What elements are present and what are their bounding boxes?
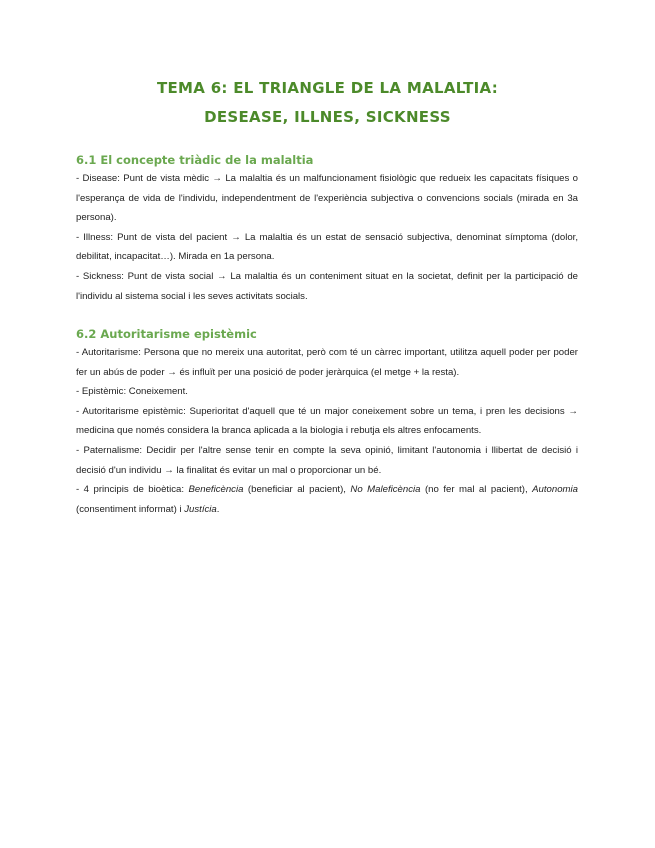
page-title-line-1: TEMA 6: EL TRIANGLE DE LA MALALTIA: (156, 79, 499, 97)
principle-no-maleficencia-desc: (no fer mal al pacient), (420, 484, 533, 496)
paragraph-autoritarisme: - Autoritarisme: Persona que no mereix una autoritat, però com té un càrrec important, utilitza aquell poder per poder fer un abús de poder → és influït per una posició de poder jeràrquica (el metge + la resta). (76, 347, 578, 378)
principle-autonomia: Autonomia (532, 484, 579, 496)
principles-end: . (216, 503, 220, 515)
section-concepte-triadic (76, 151, 578, 306)
principles-lead: - 4 principis de bioètica: (76, 484, 189, 496)
paragraph-disease: - Disease: Punt de vista mèdic → La malaltia és un malfuncionament fisiològic que redueix les capacitats físiques o l'esperança de vida de l'individu, independentment de l'experiència subjectiva o convencions socials (mirada en 3a persona). (76, 173, 578, 224)
page-title-line-2: DESEASE, ILLNES, SICKNESS (204, 108, 451, 126)
principle-autonomia-desc: (consentiment informat) i (76, 503, 185, 515)
paragraph-principis-bioetica (76, 480, 578, 519)
paragraph-paternalisme: - Paternalisme: Decidir per l'altre sense tenir en compte la seva opinió, limitant l'autonomia i llibertat de decisió i decisió d'un individu → la finalitat és evitar un mal o proporcionar un bé. (76, 444, 578, 476)
principle-no-maleficencia: No Maleficència (350, 484, 421, 496)
section-heading: 6.1 El concepte triàdic de la malaltia (76, 153, 314, 167)
paragraph-autoritarisme-epistemic: - Autoritarisme epistèmic: Superioritat d'aquell que té un major coneixement sobre un tema, i pren les decisions → medicina que només considera la branca aplicada a la biologia i rebutja els altres enfocaments. (76, 405, 578, 437)
principle-justicia: Justícia (184, 503, 217, 515)
paragraph-epistemic: - Epistèmic: Coneixement. (76, 386, 188, 398)
section-heading: 6.2 Autoritarisme epistèmic (76, 327, 257, 341)
paragraph-illness: - Illness: Punt de vista del pacient → La malaltia és un estat de sensació subjectiva, denominat símptoma (dolor, debilitat, incapacitat…). Mirada en 1a persona. (76, 231, 578, 263)
principle-beneficencia-desc: (beneficiar al pacient), (243, 484, 351, 496)
principle-beneficencia: Beneficència (188, 484, 244, 496)
paragraph-sickness: - Sickness: Punt de vista social → La malaltia és un conteniment situat en la societat, definit per la participació de l'individu al sistema social i les seves activitats socials. (76, 270, 578, 302)
section-autoritarisme-epistemic (76, 325, 578, 519)
